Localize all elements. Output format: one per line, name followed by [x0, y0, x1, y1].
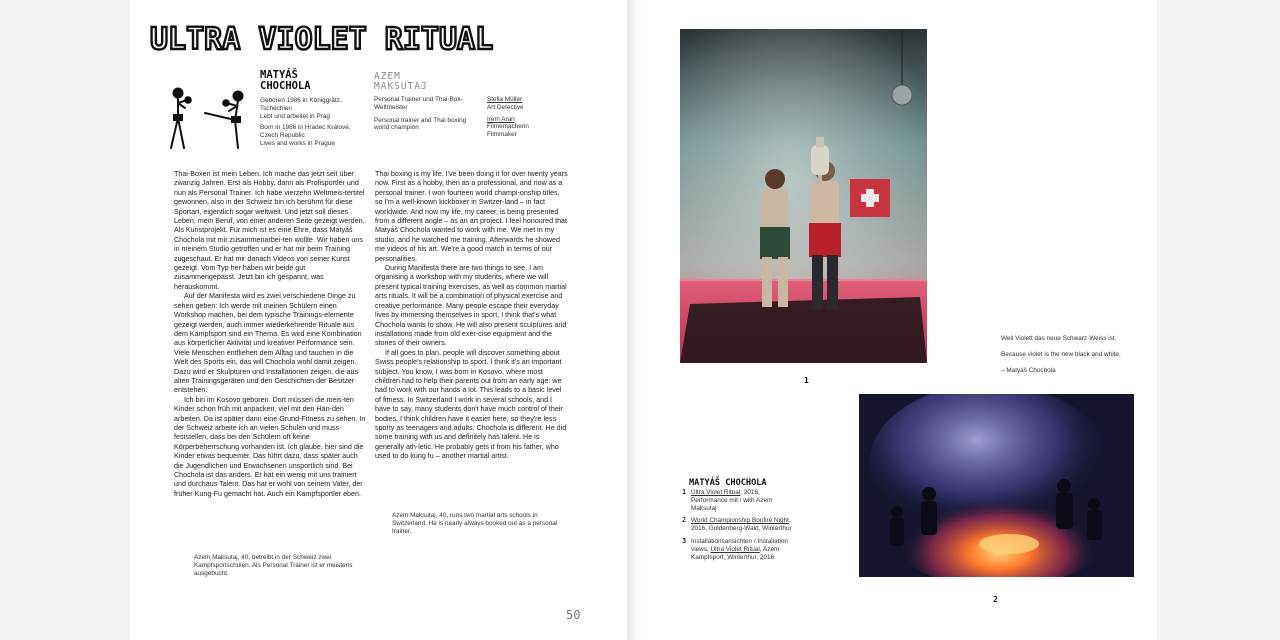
paragraph: If all goes to plan, people will discover something about Swiss people's relationship to sport. I think it's an important subject. You know, I was born in Kosovo, where most children had to help their parents out from an early age: we had to work with our hands a lot. This leads to a basic level of fitness. In Switzerland I work in several schools, and I have to say, many students don't have much control of their bodies. I think children have it easier here, so they're less sporty as teenagers and adults. Chochola is different. He did some training with us and definitely has talent. He is generally ath-letic. He probably gets it from his father, who used to do kung fu – another martial artist.	[375, 348, 567, 461]
paragraph: Thai-Boxen ist mein Leben. Ich mache das jetzt seit über zwanzig Jahren. Erst als Hobby, dann als Profisportler und nun als Personal Trainer. Ich habe vierzehn Weltmeis-tertitel gewonnen, also in der Schweiz bin ich berühmt für diese Sportart, eigentlich sogar weltweit. Und jetzt soll dieses Leben, mein Beruf, von einer anderen Seite gezeigt werden. Als Kunstprojekt. Für mich ist es eine Ehre, dass Matyáš Chochola mit mir zusammenarbei-ten wollte. Wir haben uns in meinem Studio getroffen und er hat mir beim Training zugeschaut. Er hat mir danach Videos von seiner Kunst gezeigt. Vom Typ her haben wir beide gut zusammengepasst. Jetzt bin ich gespannt, was herauskommt.	[174, 170, 365, 291]
list-item: 1 Ultra Violet Ritual, 2016, Performance mit / with Azem Maksutaj	[682, 488, 773, 512]
kickboxers-illustration	[165, 86, 255, 152]
paragraph: Ich bin im Kosovo geboren. Dort müssen die meis-ten Kinder schon früh mit anpacken, viel mit den Hän-den arbeiten. Da ist später dann eine Grund-Fitness zu sehen. In der Schweiz arbeite ich an vielen Schulen und muss feststellen, dass bei den Schülern oft keine Körperbeherrschung vorhanden ist. Ich glaube, hier sind die Kinder etwas bequemer. Das führt dazu, dass später auch die Jugendlichen und Erwachsenen unsportlich sind. Bei Chochola ist das anders. Er hat ein wenig mit uns trainiert und durchaus Talent. Das hat er wohl von seinem Vater, der früher Kung-Fu gemacht hat. Auch ein Kampfsportler eben.	[174, 395, 366, 498]
artist-bio: Geboren 1986 in Königgrätz, Tschechien Lebt und arbeitet in Prag Born in 1986 in Hradec Králové, Czech Republic Lives and works in Prague	[260, 97, 351, 147]
credit-name: Stella Müller	[487, 96, 523, 103]
paragraph: Thai boxing is my life. I've been doing it for over twenty years now. First as a hobby, then as a professional, and now as a personal trainer. I won fourteen world champi-onship titles, so I'm a well-known kickboxer in Switzer-land – in fact worldwide. And now my life, my career, is being presented from a different angle – as an art project. I feel honoured that Matyáš Chochola wanted to work with me. We met in my studio, and he watched me training. Afterwards he showed me videos of his art. We're a good match in terms of our personalities.	[375, 170, 568, 263]
list-item: 3 Installationsansichten / Installation views, Ultra Violet Ritual, Azem Kampfsport, Winterthur, 2016	[682, 536, 788, 561]
credit-role: Filmmaker	[487, 131, 517, 139]
paragraph: During Manifesta there are two things to see. I am organising a workshop with my students, where we will present typical training exercises, as well as common martial arts rituals. It will be a combination of physical exercise and creative performance. Many people escape their everyday lives by immersing themselves in sport, I think that's what Chochola wants to show. He will also present sculptures and installations made from old exer-cise equipment and the stories of their owners.	[375, 264, 567, 348]
body-text-german	[174, 170, 368, 499]
works-list-title: MATYÁŠ CHOCHOLA	[689, 478, 767, 488]
collaborator-bio: Personal Trainer und Thai-Box- Weltmeister Personal trainer and Thai boxing world champion	[374, 96, 467, 132]
body-text-english	[375, 170, 569, 462]
artist-name: MATYÁŠ CHOCHOLA	[260, 69, 311, 92]
page-number: 50	[566, 608, 581, 622]
works-list	[682, 489, 794, 566]
collaborator-name: AZEM MAKSUTAJ	[374, 71, 428, 92]
list-item: 2 World Championship Bonfire Night, 2016, Goldenberg-Wald, Winterthur	[682, 516, 792, 533]
photo-number: 2	[993, 595, 998, 604]
caption-german: Azem Maksutaj, 40, betreibt in der Schweiz zwei Kampfsportschulen. Als Personal Trainer ist er meistens ausgebucht.	[194, 554, 353, 577]
photo-boxers-with-trophy	[680, 29, 927, 363]
credit-role: Art Detective	[487, 103, 524, 111]
photo-bonfire-night	[859, 394, 1134, 577]
credits	[487, 96, 567, 143]
page-title: ULTRA VIOLET RITUAL	[150, 22, 494, 57]
caption-english: Azem Maksutaj, 40, runs two martial arts schools in Switzerland. He is nearly always booked out as a personal trainer.	[392, 512, 558, 535]
page-gutter	[627, 0, 642, 640]
artist-quote: Weil Violett das neue Schwarz-Weiss ist. Because violet is the new black and white. – Matyáš Chochola	[1001, 335, 1121, 374]
paragraph: Auf der Manifesta wird es zwei verschiedene Dinge zu sehen geben: Ich werde mit meinen Schülern einen Workshop machen, bei dem typische Trainings-elemente gezeigt werden, auch immer wiederkehrende Rituale aus dem Kampfsport sind ein Thema. Es wird eine Kombination aus körperlicher Aktivität und kreativer Performance sein. Viele Menschen entfliehen dem Alltag und tauchen in die Welt des Sports ein, das will Chochola wohl damit zeigen. Dazu wird er Skulpturen und Installationen zeigen, die aus alten Trainingsgeräten und den Geschichten der Besitzer entstehen.	[174, 292, 362, 395]
credit-name: Irem Aran	[487, 115, 515, 123]
photo-number: 1	[804, 376, 809, 385]
credit-role: Filmemacherin	[487, 123, 529, 131]
